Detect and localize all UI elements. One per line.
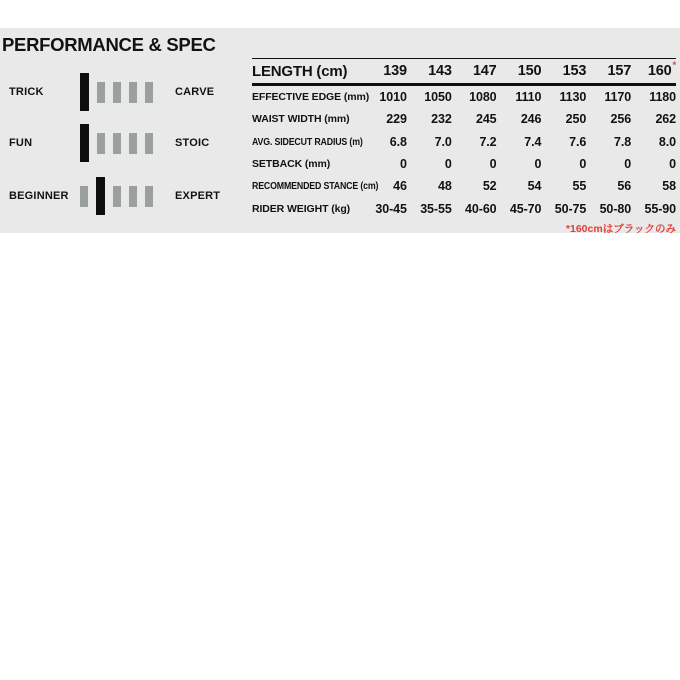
spec-value-cell: 50-80 (599, 201, 632, 216)
rating-bars (80, 124, 153, 162)
spec-value-cell: 0 (489, 157, 497, 172)
spec-row-label: WAIST WIDTH (mm) (252, 113, 350, 126)
rating-level-bar (129, 186, 137, 207)
spec-value-cell: 1080 (469, 90, 497, 105)
spec-row-label: EFFECTIVE EDGE (mm) (252, 91, 370, 104)
spec-value-cell: 1110 (515, 90, 542, 105)
spec-value-cell: 229 (386, 112, 407, 127)
rating-level-bar (113, 186, 121, 207)
spec-value-cell: 56 (617, 179, 632, 194)
rating-level-bar (97, 133, 105, 154)
rating-bars (80, 73, 153, 111)
spec-value-cell: 0 (399, 157, 407, 172)
rating-level-bar (129, 133, 137, 154)
spec-value-cell: 1010 (379, 90, 407, 105)
spec-col-header-value: 139 (383, 63, 407, 79)
spec-value-cell: 7.0 (434, 134, 452, 149)
spec-value-cell: 0 (534, 157, 542, 172)
spec-value-cell: 232 (431, 112, 452, 127)
scale-right-label: CARVE (175, 86, 215, 98)
spec-row (252, 131, 676, 153)
rating-scale-fun-stoic (0, 123, 250, 163)
red-footnote: *160cmはブラックのみ (565, 223, 676, 235)
spec-value-cell: 46 (393, 179, 407, 194)
spec-value-cell: 0 (669, 157, 676, 172)
spec-value-cell: 1050 (424, 90, 452, 105)
spec-value-cell: 0 (579, 157, 587, 172)
spec-value-cell: 54 (527, 179, 542, 194)
rating-level-bar (145, 133, 153, 154)
scale-left-label: BEGINNER (9, 190, 69, 202)
spec-value-cell: 55 (572, 179, 587, 194)
spec-row-label-cell (252, 197, 362, 219)
rating-scale-trick-carve (0, 72, 250, 112)
spec-row-label-cell (252, 108, 362, 130)
spec-row (252, 197, 676, 219)
spec-row-label-cell (252, 153, 362, 175)
spec-value-cell: 6.8 (389, 134, 407, 149)
spec-col-header-value: 150 (517, 63, 542, 79)
spec-value-cell: 7.2 (479, 134, 497, 149)
spec-value-cell: 0 (624, 157, 632, 172)
spec-value-cell: 8.0 (658, 134, 676, 149)
spec-row-label: RIDER WEIGHT (kg) (252, 202, 351, 215)
footnote-asterisk-icon: * (672, 60, 676, 72)
spec-col-header-value: 157 (607, 63, 632, 79)
spec-value-cell: 1180 (649, 90, 676, 105)
spec-col-header-value: 160 (647, 63, 672, 79)
spec-row-label: SETBACK (mm) (252, 158, 331, 171)
rating-scale-beginner-expert (0, 176, 250, 216)
spec-value-cell: 45-70 (509, 201, 542, 216)
spec-table-header-row (252, 59, 676, 85)
spec-value-cell: 40-60 (465, 201, 497, 216)
rating-level-bar (129, 82, 137, 103)
spec-col-header (497, 59, 542, 85)
rating-bars (80, 177, 153, 215)
spec-value-cell: 1130 (559, 90, 587, 105)
spec-value-cell: 245 (475, 112, 497, 127)
spec-row (252, 85, 676, 109)
spec-value-cell: 7.4 (524, 134, 542, 149)
spec-col-header (407, 59, 452, 85)
spec-table (252, 58, 676, 220)
scale-left-label: FUN (9, 137, 33, 149)
spec-value-cell: 30-45 (375, 201, 407, 216)
rating-marker-bar (80, 124, 89, 162)
spec-col-header-value: 147 (472, 63, 497, 79)
spec-row (252, 108, 676, 130)
spec-value-cell: 7.8 (613, 134, 632, 149)
spec-col-header (452, 59, 497, 85)
spec-row-label-cell (252, 85, 370, 109)
spec-col-header (541, 59, 586, 85)
rating-level-bar (97, 82, 105, 103)
scale-right-label: EXPERT (175, 190, 221, 202)
scale-right-label: STOIC (175, 137, 210, 149)
spec-value-cell: 35-55 (420, 201, 452, 216)
rating-level-bar (113, 82, 121, 103)
spec-row-label: RECOMMENDED STANCE (cm) (252, 180, 379, 193)
spec-value-cell: 0 (444, 157, 452, 172)
spec-col-header (631, 59, 676, 85)
spec-value-cell: 256 (610, 112, 632, 127)
spec-row (252, 153, 676, 175)
scale-left-label: TRICK (9, 86, 44, 98)
spec-value-cell: 50-75 (554, 201, 587, 216)
spec-value-cell: 58 (662, 179, 676, 194)
spec-row-label-cell (252, 131, 362, 153)
length-header-label: LENGTH (cm) (252, 59, 362, 85)
spec-col-header-value: 153 (562, 63, 587, 79)
spec-col-header (586, 59, 631, 85)
rating-marker-bar (96, 177, 105, 215)
spec-col-header-value: 143 (428, 63, 452, 79)
spec-col-header (362, 59, 407, 85)
spec-value-cell: 52 (482, 179, 497, 194)
spec-value-cell: 1170 (604, 90, 632, 105)
rating-level-bar (113, 133, 121, 154)
rating-level-bar (80, 186, 88, 207)
spec-row-label: AVG. SIDECUT RADIUS (m) (252, 135, 363, 148)
spec-value-cell: 48 (437, 179, 452, 194)
rating-level-bar (145, 82, 153, 103)
spec-row-label-cell (252, 175, 379, 197)
spec-row (252, 175, 676, 197)
spec-value-cell: 262 (655, 112, 676, 127)
spec-value-cell: 55-90 (644, 201, 676, 216)
rating-marker-bar (80, 73, 89, 111)
spec-value-cell: 250 (565, 112, 587, 127)
spec-table-body (252, 85, 676, 220)
rating-level-bar (145, 186, 153, 207)
spec-value-cell: 7.6 (569, 134, 587, 149)
section-title: PERFORMANCE & SPEC (2, 34, 216, 55)
spec-value-cell: 246 (520, 112, 542, 127)
